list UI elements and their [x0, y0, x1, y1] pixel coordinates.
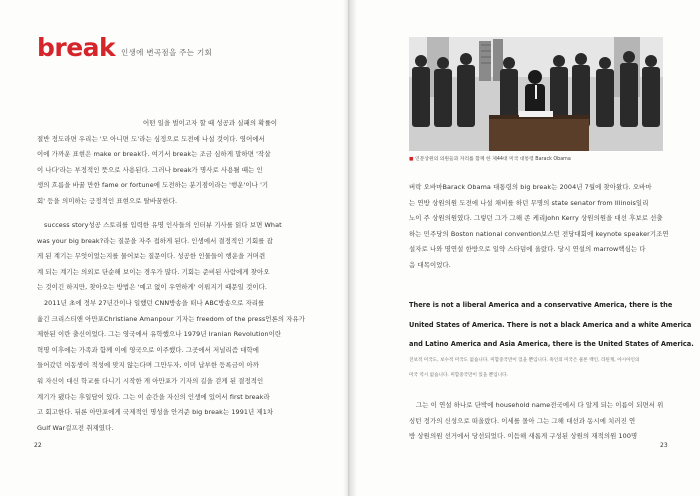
text-line: 게 된 계기는 무엇이었는지를 물어보는 질문이다. 성공한 인물들이 행운을 거머쥔: [37, 252, 266, 261]
paragraph-3: [37, 296, 337, 436]
section-title: break: [37, 33, 116, 62]
right-paragraph-2: [409, 398, 665, 445]
text-line: Gulf War걸프전 취재였다.: [37, 423, 114, 432]
quote-line: There is not a liberal America and a conservative America, there is the: [409, 301, 673, 309]
text-line: 2011년 초에 정부 27년간이나 일했던 CNN방송을 떠나 ABC방송으로 자리를: [44, 299, 265, 307]
quote-line: and Latino America and Asia America, there is the United States of America.: [409, 340, 694, 348]
text-line: 들어갔던 여동생이 적성에 맞지 않는다며 그만두자, 이미 납부한 등록금이 아까: [37, 361, 260, 370]
speech-quote: [409, 296, 694, 355]
text-line: 어떤 일을 벌이고자 할 때 성공과 실패의 확률이: [143, 119, 278, 127]
text-line: 노이 주 상원의원였다. 그렇던 그가 그해 존 케리John Kerry 상원의원을 대선 후보로 선출: [409, 214, 663, 223]
text-line: 이 나다'라는 부정적인 뜻으로 사용된다. 그러나 break가 명사로 사용될 때는 인: [37, 165, 263, 174]
text-line: 워 자신이 대신 학교를 다니기 시작한 게 아만포가 기자의 길을 걷게 된 결정적인: [37, 376, 264, 385]
text-line: 그는 이 연설 하나로 단박에 household name전국에서 다 알게 되는 이름이 되면서 위: [416, 401, 664, 409]
translation-line: 진보적 미국도, 보수적 미국도 없습니다. 미합중국만이 있을 뿐입니다. 흑인의 미국은 물론 백인, 라틴계, 아시아인의: [409, 358, 640, 363]
text-line: 는 것이긴 하지만, 찾아오는 방법은 '예고 없이 우연하게' 이뤄지기 때문일 것이다.: [37, 283, 268, 292]
right-paragraph-1: [409, 180, 669, 274]
left-page: [0, 0, 349, 496]
text-line: 이에 가까운 표현은 make or break다. 여기서 break는 조금 심하게 말하면 '작살: [37, 150, 271, 159]
text-line: 제한된 이란 출신이었다. 그는 영국에서 유학했으나 1979년 Iranian Revolution이란: [37, 330, 282, 339]
text-line: 계 되는 계기는 의외로 단순해 보이는 경우가 많다. 기회는 준비된 사람에게 찾아오: [37, 267, 270, 276]
quote-line: United States of America. There is not a black America and a white America: [409, 320, 692, 329]
caption-text: 인문상원의 의원들과 자리를 함께 한 제44대 미국 대통령 Barack Obama: [415, 157, 571, 162]
page-number-left: 22: [34, 442, 42, 449]
quote-translation: [409, 354, 639, 383]
text-line: 혁명 이후에는 가족과 함께 이에 영국으로 이주했다. 그곳에서 저널리즘 대학에: [37, 345, 260, 354]
section-subtitle: 인생에 변곡점을 주는 기회: [121, 48, 213, 57]
paragraph-1: [37, 116, 337, 210]
page-number-right: 23: [660, 442, 668, 449]
text-line: 회' 등을 의미하는 긍정적인 표현으로 탈바꿈한다.: [37, 196, 178, 205]
text-line: 는 연방 상원의원 도전에 나설 채비를 하던 무명의 state senator from Illinois일리: [409, 198, 649, 207]
text-line: 옮긴 크리스티앤 아만포Christiane Amanpour 기자는 freedom of the press언론의 자유가: [37, 314, 306, 323]
photo-caption: [409, 155, 571, 162]
text-line: 고 회고한다. 뒤론 아만포에게 국제적인 명성을 안겨준 big break는 1991년 제1차: [37, 408, 274, 417]
text-line: 음 대목이었다.: [409, 260, 451, 269]
paragraph-2: [37, 218, 337, 296]
text-line: 절반 정도라면 우리는 '모 아니면 도'라는 심정으로 도전에 나설 것이다. 영어에서: [37, 134, 265, 143]
text-line: 하는 민주당의 Boston national convention보스턴 전당대회에 keynote speaker기조연: [409, 229, 669, 238]
caption-bullet-icon: ■: [409, 157, 416, 162]
translation-line: 미국 역시 없습니다. 미합중국만이 있을 뿐입니다.: [409, 372, 508, 378]
text-line: success story성공 스토리를 입력한 유명 인사들의 인터뷰 기사를 읽다 보면 What: [44, 221, 282, 229]
text-line: was your big break?라는 질문을 자주 접하게 된다. 인생에서 결정적인 기회를 잡: [37, 236, 273, 245]
photo-illustration: [409, 37, 663, 151]
text-line: 생의 흐름을 바꿀 만한 fame or fortune에 도전하는 분기점이라는 '행운'이나 '기: [37, 181, 269, 190]
book-gutter: [343, 0, 357, 496]
text-line: 계기가 됐다는 후일담이 있다. 그는 이 순간을 자신의 인생에 있어서 first break라: [37, 392, 270, 401]
text-line: 싱턴 정가의 신성으로 떠올랐다. 이세를 몰아 그는 그해 대선과 동시에 치러진 연: [409, 416, 636, 425]
text-line: 설자로 나와 명연설 한방으로 일약 스타덤에 올랐다. 당시 연설의 marrow핵심는 다: [409, 245, 646, 254]
obama-photo: [409, 37, 663, 151]
text-line: 버락 오바마Barack Obama 대통령의 big break는 2004년 7월에 찾아왔다. 오바마: [409, 183, 652, 191]
text-line: 방 상원의원 선거에서 당선되었다. 이듬해 새롭게 구성된 상원의 재적의원 100명: [409, 432, 638, 441]
